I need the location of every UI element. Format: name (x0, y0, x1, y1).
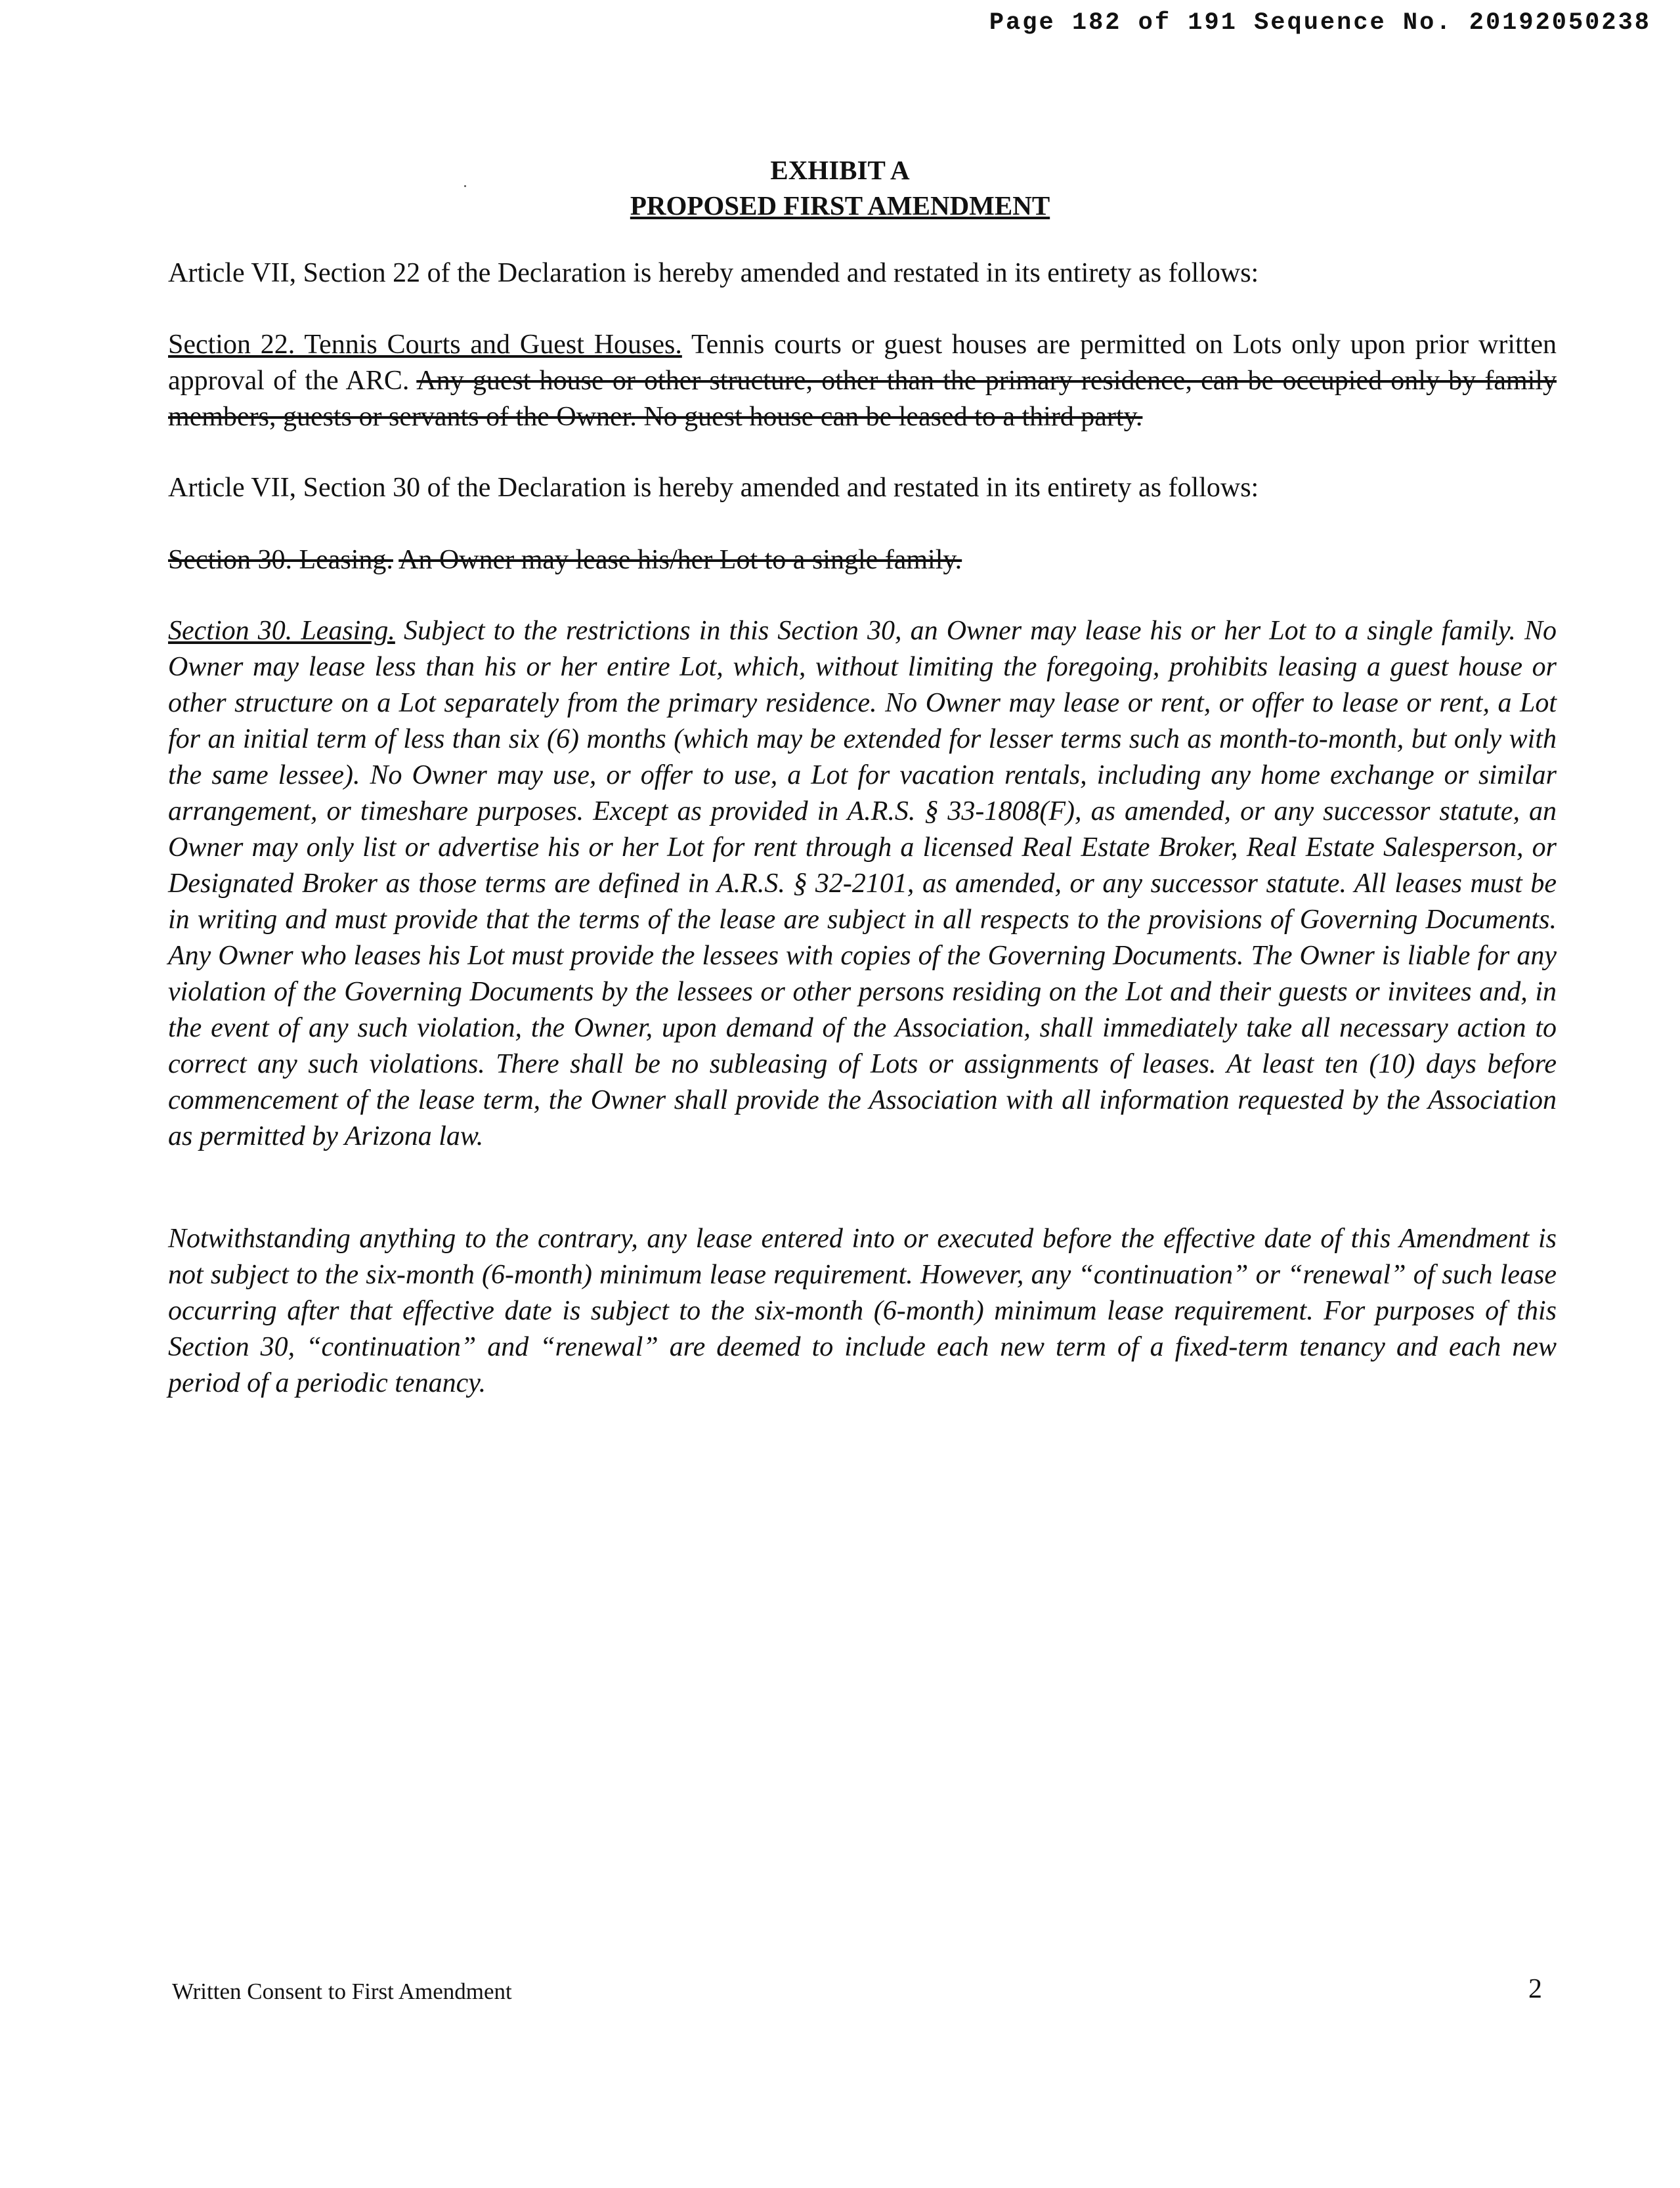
section22-intro: Article VII, Section 22 of the Declaration is hereby amended and restated in its entirety as follows: (168, 258, 1259, 288)
page-sequence-header: Page 182 of 191 Sequence No. 20192050238 (989, 9, 1651, 37)
footer-page-number: 2 (1528, 1974, 1542, 2004)
notwithstanding-paragraph: Notwithstanding anything to the contrary, any lease entered into or executed before the effective date of this Amendment is not subject to the six-month (6-month) minimum lease requirement. However, any “continuation” or “renewal” of such lease occurring after that effective date is subject to the six-month (6-month) minimum lease requirement. For purposes of this Section 30, “continuation” and “renewal” are deemed to include each new term of a fixed-term tenancy and each new period of a periodic tenancy. (168, 1224, 1557, 1398)
section22-struck-text: Any guest house or other structure, other than the primary residence, can be occupied only by family members, guests or servants of the Owner. No guest house can be leased to a third party. (168, 366, 1557, 432)
section30-old-text: An Owner may lease his/her Lot to a single family. (398, 545, 962, 575)
section30-new-heading: Section 30. Leasing. (168, 616, 395, 646)
section30-old-paragraph (168, 542, 1557, 578)
exhibit-title-line1: EXHIBIT A (770, 155, 910, 185)
section30-old-heading: Section 30. Leasing. (168, 545, 393, 575)
section22-heading: Section 22. Tennis Courts and Guest Houses. (168, 330, 682, 360)
exhibit-title (0, 152, 1680, 223)
section22-paragraph (168, 327, 1557, 435)
section30-new-paragraph (168, 613, 1557, 1155)
section30-new-text: Subject to the restrictions in this Section 30, an Owner may lease his or her Lot to a single family. No Owner may lease less than his or her entire Lot, which, without limiting the foregoing, prohibits leasing a guest house or other structure on a Lot separately from the primary residence. No Owner may lease or rent, or offer to lease or rent, a Lot for an initial term of less than six (6) months (which may be extended for lesser terms such as month-to-month, but only with the same lessee). No Owner may use, or offer to use, a Lot for vacation rentals, including any home exchange or similar arrangement, or timeshare purposes. Except as provided in A.R.S. § 33-1808(F), as amended, or any successor statute, an Owner may only list or advertise his or her Lot for rent through a licensed Real Estate Broker, Real Estate Salesperson, or Designated Broker as those terms are defined in A.R.S. § 32-2101, as amended, or any successor statute. All leases must be in writing and must provide that the terms of the lease are subject in all respects to the provisions of Governing Documents. Any Owner who leases his Lot must provide the lessees with copies of the Governing Documents. The Owner is liable for any violation of the Governing Documents by the lessees or other persons residing on the Lot and their guests or invitees and, in the event of any such violation, the Owner, upon demand of the Association, shall immediately take all necessary action to correct any such violations. There shall be no subleasing of Lots or assignments of leases. At least ten (10) days before commencement of the lease term, the Owner shall provide the Association with all information requested by the Association as permitted by Arizona law. (168, 616, 1557, 1151)
footer-document-title: Written Consent to First Amendment (172, 1979, 512, 2004)
section22-text: Tennis courts or guest houses are permitted on Lots only upon prior written approval of the ARC. (168, 330, 1557, 396)
exhibit-title-line2: PROPOSED FIRST AMENDMENT (630, 190, 1050, 221)
section30-intro: Article VII, Section 30 of the Declaration is hereby amended and restated in its entirety as follows: (168, 473, 1259, 503)
